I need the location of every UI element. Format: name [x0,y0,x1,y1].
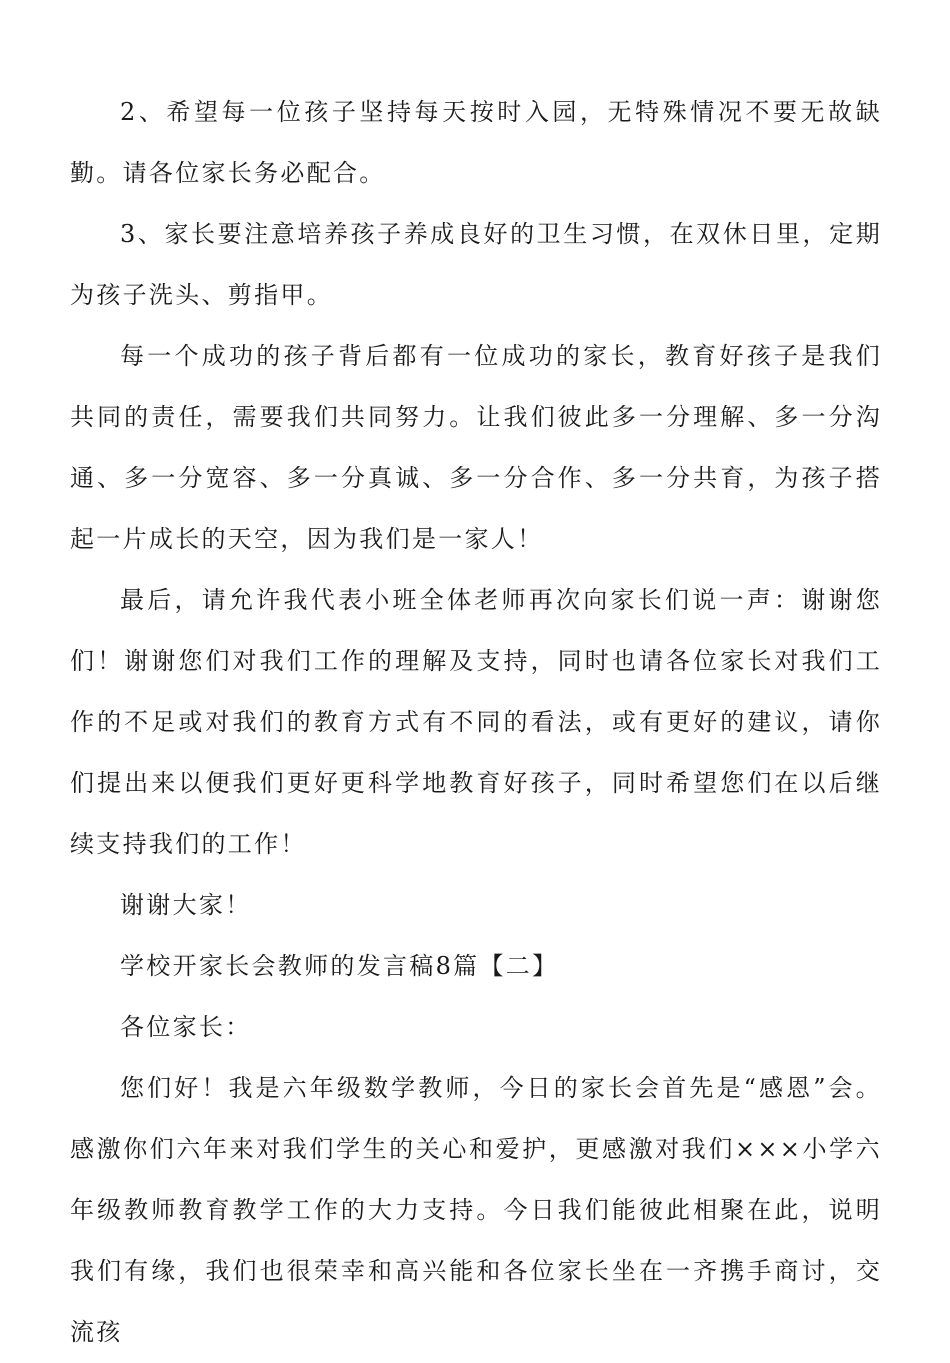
document-body [70,82,882,1363]
salutation: 各位家长： [120,1013,252,1041]
section-heading: 学校开家长会教师的发言稿8篇【二】 [120,952,559,980]
paragraph-thank-everyone: 谢谢大家！ [120,891,252,919]
paragraph-closing-thanks: 最后，请允许我代表小班全体老师再次向家长们说一声：谢谢您们！谢谢您们对我们工作的理解及支持，同时也请各位家长对我们工作的不足或对我们的教育方式有不同的看法，或有更好的建议，请你们提出来以便我们更好更科学地教育好孩子，同时希望您们在以后继续支持我们的工作！ [70,586,882,858]
paragraph-greeting: 您们好！我是六年级数学教师，今日的家长会首先是“感恩”会。感激你们六年来对我们学生的关心和爱护，更感激对我们×××小学六年级教师教育教学工作的大力支持。今日我们能彼此相聚在此，说明我们有缘，我们也很荣幸和高兴能和各位家长坐在一齐携手商讨，交流孩 [70,1074,882,1346]
paragraph-hygiene: 3、家长要注意培养孩子养成良好的卫生习惯，在双休日里，定期为孩子洗头、剪指甲。 [70,220,882,309]
paragraph-shared-responsibility: 每一个成功的孩子背后都有一位成功的家长，教育好孩子是我们共同的责任，需要我们共同努力。让我们彼此多一分理解、多一分沟通、多一分宽容、多一分真诚、多一分合作、多一分共育，为孩子搭起一片成长的天空，因为我们是一家人！ [70,342,882,553]
paragraph-attendance: 2、希望每一位孩子坚持每天按时入园，无特殊情况不要无故缺勤。请各位家长务必配合。 [70,98,882,187]
